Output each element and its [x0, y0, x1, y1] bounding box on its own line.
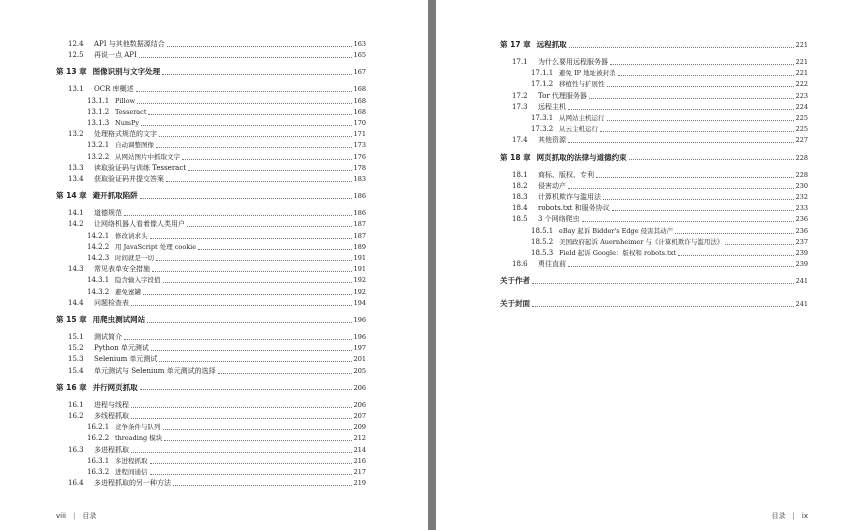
toc-subsection-entry[interactable]: [87, 97, 366, 106]
footer-label: 目录: [82, 512, 97, 520]
dot-leader: [162, 70, 351, 75]
toc-section-entry[interactable]: [512, 171, 808, 180]
entry-page-number: 236: [795, 215, 808, 224]
entry-page-number: 187: [353, 231, 366, 240]
dot-leader: [136, 87, 352, 92]
dot-leader: [629, 155, 794, 160]
entry-title: 问题检查表: [94, 298, 129, 307]
entry-number: 17.1.2: [531, 80, 554, 89]
entry-number: 14.3: [68, 265, 84, 274]
entry-title: NumPy: [115, 119, 140, 127]
entry-number: 12.4: [68, 40, 84, 48]
entry-page-number: 239: [795, 260, 808, 269]
entry-number: 14.2.1: [87, 231, 110, 240]
entry-number: 13.2: [68, 130, 84, 139]
dot-leader: [131, 414, 352, 419]
entry-page-number: 196: [353, 333, 366, 341]
entry-number: 18.3: [512, 193, 528, 201]
dot-leader: [148, 110, 351, 115]
entry-page-number: 168: [353, 96, 366, 105]
dot-leader: [582, 217, 794, 222]
dot-leader: [140, 194, 352, 199]
entry-page-number: 221: [795, 41, 808, 49]
entry-number: 16.2: [68, 412, 84, 420]
dot-leader: [159, 132, 352, 137]
entry-title: 从云主机运行: [559, 125, 598, 134]
toc-subsection-entry[interactable]: [87, 108, 366, 117]
entry-page-number: 209: [353, 423, 366, 432]
entry-page-number: 230: [795, 181, 808, 190]
entry-page-number: 232: [795, 193, 808, 201]
entry-title: 移植性与扩展性: [559, 80, 605, 89]
footer-page-number: ix: [801, 512, 808, 520]
dot-leader: [147, 318, 351, 323]
toc-subsection-entry[interactable]: [531, 227, 808, 236]
entry-number: 14.1: [68, 209, 84, 218]
dot-leader: [140, 385, 352, 390]
entry-number: 17.3.2: [531, 125, 554, 134]
entry-number: 17.1.1: [531, 69, 554, 78]
dot-leader: [607, 82, 794, 87]
entry-title: 道德规范: [94, 209, 122, 218]
entry-number: 13.1.1: [87, 96, 110, 105]
entry-page-number: 206: [353, 383, 366, 392]
dot-leader: [131, 448, 352, 453]
entry-page-number: 189: [353, 242, 366, 251]
toc-section-entry[interactable]: [68, 85, 366, 94]
entry-page-number: 224: [795, 102, 808, 111]
left-page: [0, 0, 428, 530]
footer-separator: |: [72, 512, 76, 520]
dot-leader: [156, 143, 352, 148]
entry-number: 13.3: [68, 163, 84, 172]
toc-subsection-entry[interactable]: [87, 119, 366, 128]
toc-subsection-entry[interactable]: [531, 114, 808, 123]
toc-subsection-entry[interactable]: [531, 80, 808, 89]
toc-section-entry[interactable]: [68, 265, 366, 274]
entry-title: 多线程抓取: [94, 412, 129, 420]
toc-section-entry[interactable]: [512, 204, 808, 213]
dot-leader: [150, 470, 352, 475]
entry-number: 第 18 章: [500, 152, 531, 162]
toc-subsection-entry[interactable]: [531, 249, 808, 258]
dot-leader: [163, 278, 352, 283]
entry-page-number: 167: [353, 68, 366, 77]
dot-leader: [187, 222, 352, 227]
toc-subsection-entry[interactable]: [87, 457, 366, 466]
entry-page-number: 221: [795, 58, 808, 66]
entry-title: 测试简介: [94, 333, 122, 341]
dot-leader: [150, 459, 352, 464]
entry-number: 13.2.2: [87, 152, 110, 161]
entry-page-number: 205: [353, 366, 366, 375]
entry-page-number: 225: [795, 114, 808, 122]
toc-section-entry[interactable]: [68, 40, 366, 49]
toc-section-entry[interactable]: [512, 103, 808, 112]
entry-number: 13.1.3: [87, 119, 110, 127]
entry-page-number: 196: [353, 316, 366, 324]
entry-title: 用 JavaScript 处理 cookie: [115, 242, 197, 251]
dot-leader: [137, 99, 351, 104]
toc-section-entry[interactable]: [512, 193, 808, 202]
toc-section-entry[interactable]: [512, 182, 808, 191]
entry-title: 图像识别与文字处理: [92, 67, 161, 77]
toc-section-entry[interactable]: [68, 479, 366, 488]
entry-page-number: 176: [353, 152, 366, 161]
entry-page-number: 183: [353, 175, 366, 183]
entry-title: 关于作者: [500, 276, 530, 286]
toc-chapter-entry[interactable]: [56, 191, 366, 201]
entry-page-number: 228: [795, 170, 808, 179]
entry-number: 14.2.2: [87, 242, 110, 251]
toc-subsection-entry[interactable]: [87, 276, 366, 285]
entry-title: 避开抓取陷阱: [92, 191, 138, 201]
toc-section-entry[interactable]: [68, 355, 366, 364]
entry-number: 16.2.2: [87, 434, 110, 443]
dot-leader: [131, 301, 352, 306]
toc-subsection-entry[interactable]: [87, 232, 366, 241]
entry-page-number: 192: [353, 287, 366, 296]
entry-title: threading 模块: [115, 434, 163, 443]
toc-section-entry[interactable]: [68, 175, 366, 184]
entry-page-number: 241: [795, 300, 808, 309]
entry-number: 15.3: [68, 355, 84, 364]
dot-leader: [532, 302, 794, 307]
entry-number: 18.5: [512, 215, 528, 224]
entry-number: 17.2: [512, 91, 528, 100]
entry-number: 17.4: [512, 136, 528, 145]
entry-page-number: 225: [795, 125, 808, 134]
entry-title: 竞争条件与队列: [115, 423, 161, 432]
entry-number: 16.4: [68, 479, 84, 488]
dot-leader: [568, 105, 794, 110]
entry-number: 12.5: [68, 51, 84, 60]
entry-title: 避免 IP 地址被封杀: [559, 69, 616, 78]
entry-page-number: 207: [353, 412, 366, 420]
toc-section-entry[interactable]: [512, 136, 808, 145]
entry-title: 进程与线程: [94, 400, 129, 409]
footer-page-number: viii: [56, 512, 66, 520]
entry-title: Tesseract: [115, 107, 147, 116]
dot-leader: [124, 335, 352, 340]
dot-leader: [603, 195, 794, 200]
entry-number: 14.3.1: [87, 276, 110, 285]
toc-chapter-entry[interactable]: [56, 383, 366, 393]
entry-number: 18.1: [512, 170, 528, 179]
toc-subsection-entry[interactable]: [87, 468, 366, 477]
dot-leader: [198, 245, 351, 250]
entry-number: 14.2: [68, 220, 84, 229]
dot-leader: [569, 43, 794, 48]
toc-chapter-entry[interactable]: [500, 276, 808, 286]
entry-title: 其他资源: [538, 136, 566, 145]
toc-subsection-entry[interactable]: [87, 288, 366, 297]
toc-section-entry[interactable]: [68, 446, 366, 455]
dot-leader: [218, 369, 352, 374]
entry-page-number: 168: [353, 85, 366, 94]
entry-title: 进程间通信: [115, 468, 148, 476]
entry-number: 15.2: [68, 344, 84, 353]
dot-leader: [188, 166, 352, 171]
dot-leader: [589, 94, 794, 99]
entry-number: 18.6: [512, 260, 528, 269]
dot-leader: [131, 403, 352, 408]
entry-number: 13.4: [68, 175, 84, 183]
entry-number: 14.2.3: [87, 254, 110, 262]
toc-section-entry[interactable]: [68, 220, 366, 229]
entry-page-number: 191: [353, 265, 366, 274]
toc-chapter-entry[interactable]: [500, 153, 808, 163]
entry-title: 自动调整图像: [115, 141, 154, 150]
dot-leader: [610, 60, 794, 65]
dot-leader: [182, 155, 352, 160]
entry-page-number: 221: [795, 69, 808, 78]
dot-leader: [151, 346, 352, 351]
dot-leader: [159, 357, 351, 362]
entry-title: 多进程抓取: [94, 445, 129, 454]
entry-number: 18.5.2: [531, 237, 554, 246]
entry-title: 让网络机器人看着像人类用户: [94, 220, 185, 229]
dot-leader: [173, 481, 352, 486]
footer-label: 目录: [771, 512, 786, 520]
entry-title: Tor 代理服务器: [538, 91, 587, 100]
entry-page-number: 192: [353, 276, 366, 285]
entry-number: 16.2.1: [87, 423, 110, 432]
entry-title: 再说一点 API: [94, 51, 137, 60]
entry-number: 15.4: [68, 366, 84, 375]
toc-section-entry[interactable]: [68, 51, 366, 60]
toc-subsection-entry[interactable]: [531, 69, 808, 78]
toc-subsection-entry[interactable]: [531, 238, 808, 247]
entry-title: 并行网页抓取: [92, 382, 138, 392]
entry-page-number: 186: [353, 209, 366, 218]
entry-page-number: 228: [795, 153, 808, 162]
dot-leader: [596, 173, 794, 178]
toc-section-entry[interactable]: [68, 367, 366, 376]
entry-title: 读取验证码与训练 Tesseract: [94, 163, 187, 172]
entry-title: 从网站图片中抓取文字: [115, 152, 180, 161]
entry-number: 18.2: [512, 181, 528, 190]
entry-number: 第 17 章: [500, 40, 531, 49]
entry-title: 美国政府起诉 Auernheimer 与《计算机欺诈与滥用法》: [559, 237, 724, 246]
toc-chapter-entry[interactable]: [500, 40, 808, 50]
entry-title: 隐含输入字段值: [115, 276, 161, 285]
left-footer: [56, 511, 96, 521]
dot-leader: [725, 240, 793, 245]
right-footer: [772, 511, 808, 521]
entry-number: 16.3: [68, 445, 84, 454]
entry-title: 多进程抓取: [115, 456, 148, 465]
entry-page-number: 173: [353, 141, 366, 150]
dot-leader: [532, 279, 794, 284]
entry-title: 用爬虫测试网站: [92, 315, 146, 324]
dot-leader: [124, 211, 352, 216]
entry-number: 18.5.1: [531, 226, 554, 235]
entry-title: 计算机欺诈与滥用法: [538, 193, 601, 201]
entry-title: 3 个网络爬虫: [538, 215, 580, 224]
entry-page-number: 227: [795, 136, 808, 145]
entry-title: 时间就是一切: [115, 254, 154, 262]
dot-leader: [618, 71, 794, 76]
entry-number: 第 14 章: [56, 191, 87, 201]
dot-leader: [141, 121, 351, 126]
toc-subsection-entry[interactable]: [87, 153, 366, 162]
entry-page-number: 239: [795, 249, 808, 257]
entry-page-number: 219: [353, 479, 366, 488]
entry-title: eBay 起诉 Bidder's Edge 侵害其动产: [559, 226, 674, 235]
dot-leader: [143, 290, 352, 295]
entry-number: 第 16 章: [56, 382, 87, 392]
entry-page-number: 191: [353, 254, 366, 262]
entry-page-number: 214: [353, 445, 366, 454]
dot-leader: [152, 267, 352, 272]
toc-section-entry[interactable]: [68, 401, 366, 410]
entry-number: 14.3.2: [87, 287, 110, 296]
entry-page-number: 194: [353, 298, 366, 307]
entry-title: OCR 库概述: [94, 85, 134, 94]
entry-page-number: 170: [353, 119, 366, 127]
toc-subsection-entry[interactable]: [531, 125, 808, 134]
entry-number: 17.1: [512, 58, 528, 66]
toc-subsection-entry[interactable]: [87, 434, 366, 443]
dot-leader: [568, 262, 794, 267]
entry-title: API 与其他数据源结合: [94, 40, 165, 48]
entry-title: 网页抓取的法律与道德约束: [536, 152, 627, 162]
entry-title: 从网站主机运行: [559, 114, 605, 122]
toc-section-entry[interactable]: [512, 92, 808, 101]
entry-title: 为什么要用远程服务器: [538, 58, 608, 66]
dot-leader: [568, 138, 794, 143]
entry-title: 处理格式规范的文字: [94, 130, 157, 139]
entry-page-number: 212: [353, 434, 366, 443]
toc-chapter-entry[interactable]: [500, 299, 808, 309]
toc-section-entry[interactable]: [68, 344, 366, 353]
entry-page-number: 233: [795, 204, 808, 213]
entry-title: 避免蜜罐: [115, 287, 141, 296]
entry-page-number: 222: [795, 80, 808, 89]
toc-section-entry[interactable]: [68, 299, 366, 308]
entry-page-number: 201: [353, 355, 366, 364]
entry-number: 16.1: [68, 400, 84, 409]
entry-number: 16.3.1: [87, 456, 110, 465]
footer-separator: |: [792, 512, 795, 520]
entry-page-number: 241: [795, 277, 808, 286]
toc-subsection-entry[interactable]: [87, 243, 366, 252]
entry-title: 侵害动产: [538, 181, 566, 190]
toc-chapter-entry[interactable]: [56, 315, 366, 325]
entry-page-number: 186: [353, 192, 366, 201]
toc-section-entry[interactable]: [512, 58, 808, 67]
entry-number: 18.5.3: [531, 249, 554, 257]
entry-page-number: 163: [353, 40, 366, 48]
entry-number: 18.4: [512, 204, 528, 213]
right-page: [436, 0, 864, 530]
entry-number: 13.1.2: [87, 107, 110, 116]
entry-title: Field 起诉 Google：版权和 robots.txt: [559, 249, 676, 257]
entry-title: 修改请求头: [115, 231, 148, 240]
dot-leader: [163, 425, 352, 430]
entry-number: 13.1: [68, 85, 84, 94]
dot-leader: [678, 251, 794, 256]
toc-section-entry[interactable]: [68, 412, 366, 421]
entry-number: 15.1: [68, 333, 84, 341]
page-gutter: [428, 0, 436, 530]
dot-leader: [139, 53, 352, 58]
dot-leader: [675, 229, 793, 234]
entry-page-number: 197: [353, 344, 366, 353]
dot-leader: [164, 436, 351, 441]
entry-title: 远程抓取: [536, 40, 567, 49]
entry-title: 远程主机: [538, 102, 566, 111]
entry-title: robots.txt 和服务协议: [538, 204, 610, 213]
toc-subsection-entry[interactable]: [87, 141, 366, 150]
entry-number: 17.3: [512, 102, 528, 111]
toc-section-entry[interactable]: [512, 215, 808, 224]
dot-leader: [166, 177, 352, 182]
toc-section-entry[interactable]: [68, 164, 366, 173]
toc-chapter-entry[interactable]: [56, 67, 366, 77]
entry-number: 14.4: [68, 298, 84, 307]
dot-leader: [150, 234, 352, 239]
dot-leader: [600, 127, 794, 132]
entry-page-number: 206: [353, 400, 366, 409]
toc-subsection-entry[interactable]: [87, 423, 366, 432]
entry-number: 17.3.1: [531, 114, 554, 122]
entry-title: 常见表单安全措施: [94, 265, 150, 274]
entry-number: 第 13 章: [56, 67, 87, 77]
dot-leader: [167, 42, 352, 47]
entry-title: Python 单元测试: [94, 344, 149, 353]
entry-title: 单元测试与 Selenium 单元测试的选择: [94, 366, 216, 375]
entry-page-number: 178: [353, 163, 366, 172]
entry-title: 多进程抓取的另一种方法: [94, 479, 171, 488]
dot-leader: [612, 206, 794, 211]
entry-page-number: 165: [353, 51, 366, 60]
entry-title: 获取验证码并提交答案: [94, 175, 164, 183]
entry-title: 勇往直前: [538, 260, 566, 269]
dot-leader: [568, 184, 794, 189]
entry-number: 16.3.2: [87, 468, 110, 476]
entry-number: 第 15 章: [56, 315, 87, 324]
toc-section-entry[interactable]: [68, 209, 366, 218]
dot-leader: [156, 256, 352, 261]
entry-title: Selenium 单元测试: [94, 355, 158, 364]
entry-title: 商标、版权、专利: [538, 170, 594, 179]
entry-page-number: 236: [795, 226, 808, 235]
entry-page-number: 168: [353, 107, 366, 116]
entry-page-number: 217: [353, 468, 366, 476]
entry-title: 关于封面: [500, 299, 530, 309]
toc-subsection-entry[interactable]: [87, 254, 366, 263]
dot-leader: [607, 116, 794, 121]
toc-section-entry[interactable]: [68, 333, 366, 342]
toc-section-entry[interactable]: [512, 260, 808, 269]
toc-section-entry[interactable]: [68, 130, 366, 139]
entry-number: 13.2.1: [87, 141, 110, 150]
entry-page-number: 171: [353, 130, 366, 139]
entry-page-number: 187: [353, 220, 366, 229]
entry-page-number: 237: [795, 237, 808, 246]
entry-page-number: 223: [795, 91, 808, 100]
entry-page-number: 216: [353, 456, 366, 465]
entry-title: Pillow: [115, 96, 136, 105]
